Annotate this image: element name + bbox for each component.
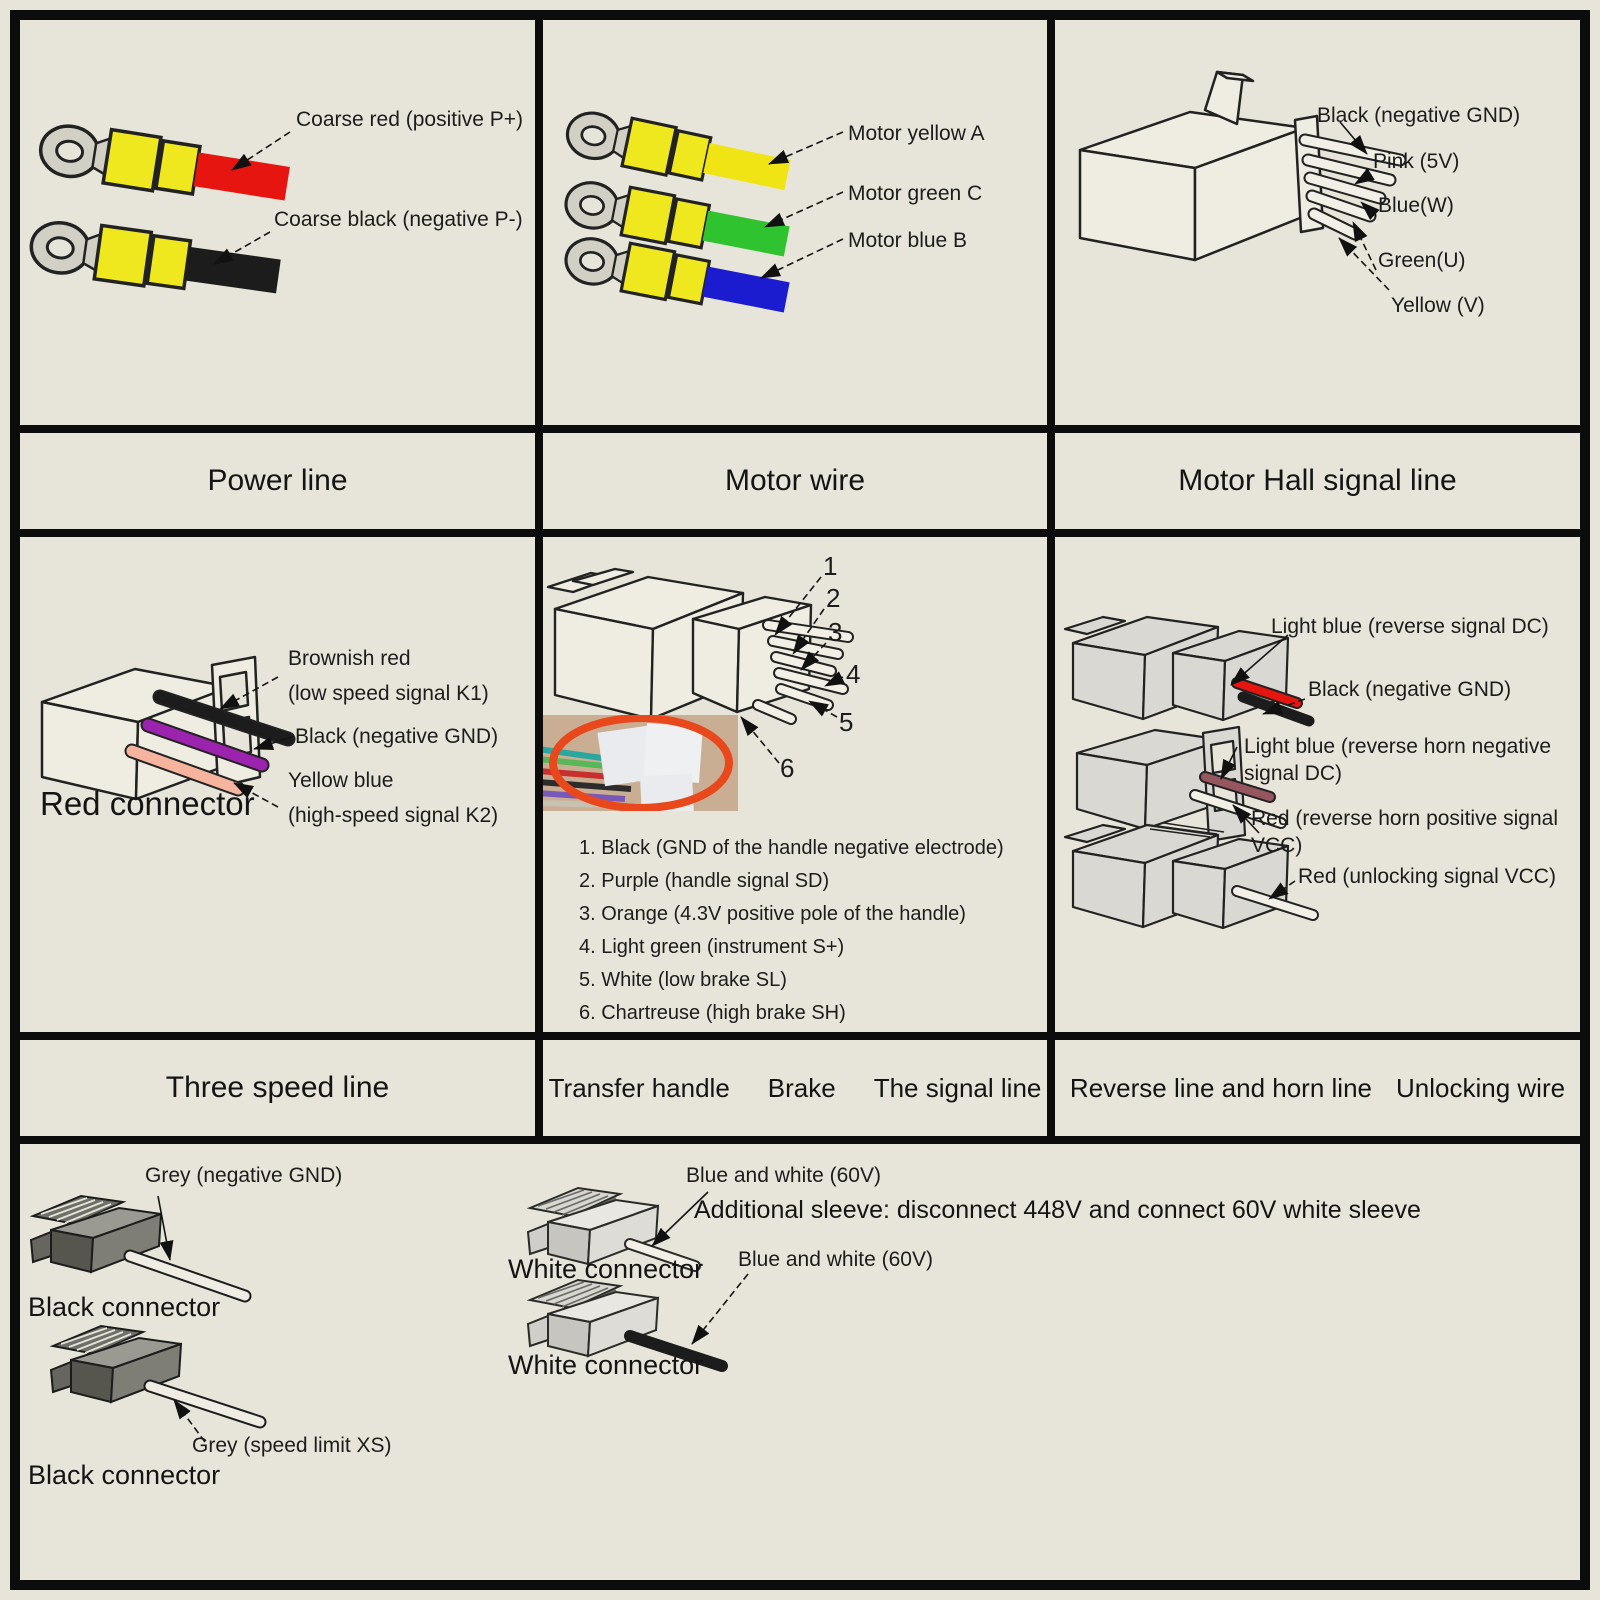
legend-pin2: 2. Purple (handle signal SD) <box>579 870 830 892</box>
motor-wire-illustration <box>543 20 1047 425</box>
title-reverse-unlock <box>1055 1040 1580 1136</box>
arrow-motor-green <box>765 192 843 227</box>
label-hall-green: Green(U) <box>1378 249 1466 272</box>
title-motor-wire-text: Motor wire <box>724 464 866 497</box>
panel-motor-wire <box>543 20 1047 425</box>
pin-number-2: 2 <box>826 583 841 613</box>
label-blue-white-2: Blue and white (60V) <box>738 1248 933 1271</box>
title-power-line <box>20 433 535 529</box>
title-reverse-horn: Reverse line and horn line <box>1069 1072 1372 1103</box>
ring-terminal-red <box>37 119 291 211</box>
title-transfer-handle: Transfer handle <box>548 1072 730 1103</box>
panel-speed-limit-and-voltage <box>20 1144 1580 1580</box>
motor-wire-blue <box>703 267 790 313</box>
label-horn-positive: Red (reverse horn positive signal VCC) <box>1251 807 1558 858</box>
panel-three-speed <box>20 537 535 1032</box>
caption-black-connector-2: Black connector <box>28 1460 221 1490</box>
label-hall-pink: Pink (5V) <box>1373 150 1460 173</box>
title-three-speed-text: Three speed line <box>165 1071 390 1104</box>
connector-photo-inset <box>543 715 738 818</box>
caption-black-connector-1: Black connector <box>28 1292 221 1322</box>
label-unlock: Red (unlocking signal VCC) <box>1298 865 1556 888</box>
red-power-wire <box>194 153 290 201</box>
diagram-grid <box>20 20 1580 1580</box>
label-k1-signal: (low speed signal K1) <box>288 682 489 705</box>
label-hall-blue: Blue(W) <box>1378 194 1454 217</box>
panel-power-line <box>20 20 535 425</box>
ring-terminal-black <box>28 216 282 304</box>
title-signal-line: The signal line <box>873 1072 1042 1103</box>
panel-hall-line <box>1055 20 1580 425</box>
legend-pin6: 6. Chartreuse (high brake SH) <box>579 1002 846 1024</box>
label-blue-white-1: Blue and white (60V) <box>686 1164 881 1187</box>
pin-number-1: 1 <box>823 551 838 581</box>
label-motor-blue: Motor blue B <box>848 229 968 252</box>
caption-white-connector-1: White connector <box>508 1254 704 1284</box>
label-hall-yellow: Yellow (V) <box>1391 294 1485 317</box>
label-reverse-gnd: Black (negative GND) <box>1308 678 1512 701</box>
black-connector-2 <box>51 1326 260 1422</box>
caption-white-connector-2: White connector <box>508 1350 704 1380</box>
label-k2-signal: (high-speed signal K2) <box>288 804 499 827</box>
label-grey-gnd: Grey (negative GND) <box>145 1164 343 1187</box>
title-three-speed <box>20 1040 535 1136</box>
panel-handle-signal <box>543 537 1047 1032</box>
label-k2-color: Yellow blue <box>288 769 394 792</box>
hall-connector-body <box>1080 72 1323 260</box>
arrow-pin6 <box>741 717 779 763</box>
motor-wire-yellow <box>703 143 790 190</box>
legend-pin1: 1. Black (GND of the handle negative electrode) <box>579 837 1004 859</box>
pin-number-3: 3 <box>828 617 843 647</box>
label-speed-limit: Grey (speed limit XS) <box>192 1434 392 1457</box>
label-horn-negative: Light blue (reverse horn negative signal DC) <box>1244 735 1552 786</box>
black-power-wire <box>185 247 281 293</box>
title-power-line-text: Power line <box>207 464 348 497</box>
title-motor-wire <box>543 433 1047 529</box>
pin-number-6: 6 <box>780 753 795 783</box>
title-hall-line-text: Motor Hall signal line <box>1178 464 1457 497</box>
hall-connector-illustration <box>1055 20 1580 425</box>
panel-reverse-horn-unlock <box>1055 537 1580 1032</box>
label-k1-color: Brownish red <box>288 647 411 670</box>
legend-pin3: 3. Orange (4.3V positive pole of the handle) <box>579 903 966 925</box>
legend-pin4: 4. Light green (instrument S+) <box>579 936 845 958</box>
wiring-diagram-board <box>10 10 1590 1590</box>
caption-red-connector: Red connector <box>40 785 255 822</box>
legend-pin5: 5. White (low brake SL) <box>579 969 787 991</box>
label-motor-yellow: Motor yellow A <box>848 122 985 145</box>
arrow-hall-green <box>1353 222 1376 270</box>
title-brake: Brake <box>767 1072 836 1103</box>
title-hall-line <box>1055 433 1580 529</box>
black-connector-1 <box>31 1196 245 1296</box>
label-reverse-signal: Light blue (reverse signal DC) <box>1271 615 1549 638</box>
title-handle-signal <box>543 1040 1047 1136</box>
label-hall-black: Black (negative GND) <box>1317 104 1521 127</box>
label-motor-green: Motor green C <box>848 182 983 205</box>
label-coarse-black: Coarse black (negative P-) <box>274 208 523 231</box>
label-threespeed-gnd: Black (negative GND) <box>295 725 499 748</box>
label-coarse-red: Coarse red (positive P+) <box>296 108 524 131</box>
pin-number-4: 4 <box>846 659 861 689</box>
note-additional-sleeve: Additional sleeve: disconnect 448V and connect 60V white sleeve <box>694 1196 1421 1224</box>
arrow-motor-yellow <box>769 132 843 164</box>
title-unlocking-wire: Unlocking wire <box>1396 1072 1566 1103</box>
motor-wire-green <box>703 211 790 257</box>
pin-number-5: 5 <box>839 707 854 737</box>
